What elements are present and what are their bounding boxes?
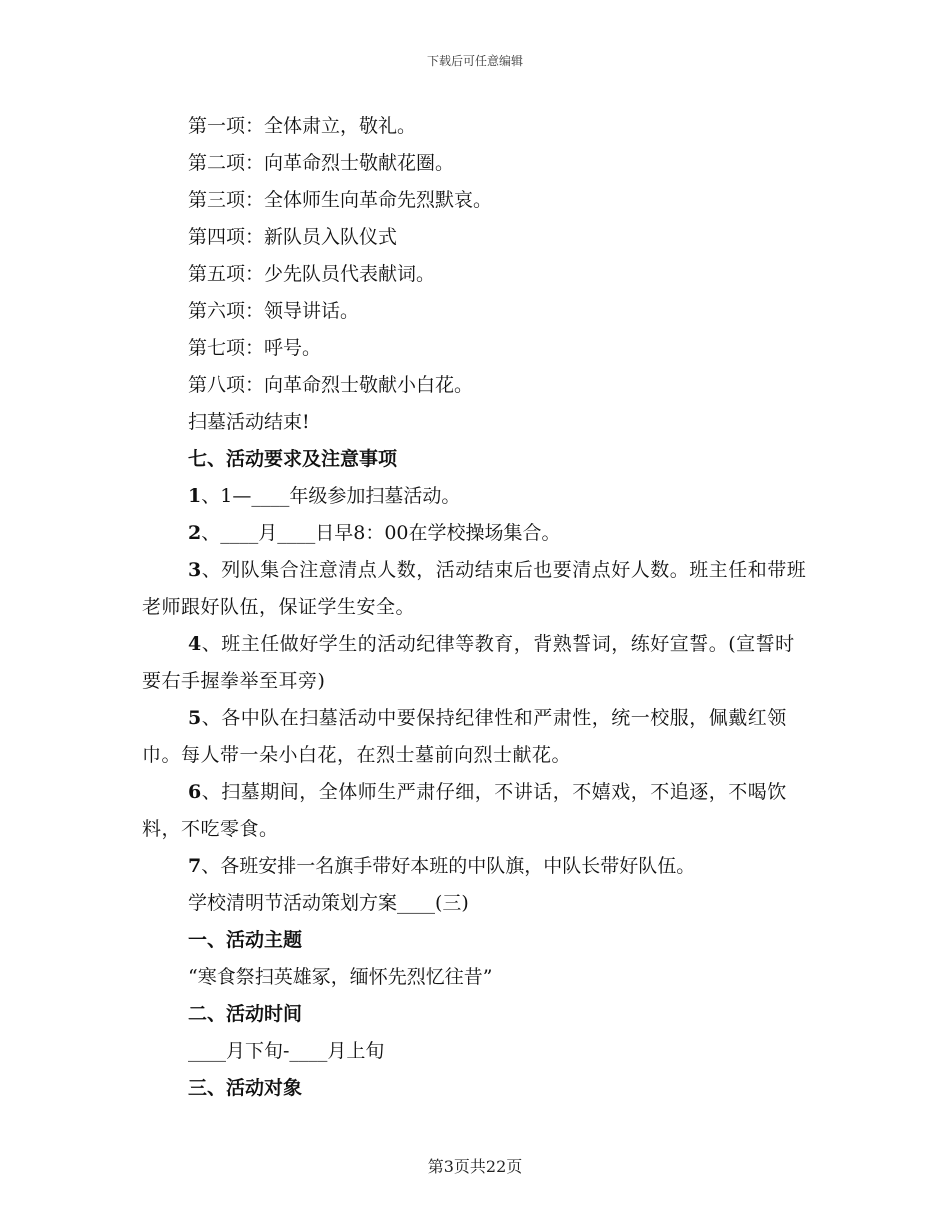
requirement-item-7 <box>142 848 810 885</box>
section-7-heading: 七、活动要求及注意事项 <box>188 448 398 470</box>
requirement-item-4 <box>142 626 810 700</box>
time-heading: 二、活动时间 <box>188 1003 303 1025</box>
requirement-num: 5 <box>188 707 202 729</box>
requirement-text: 、班主任做好学生的活动纪律等教育，背熟誓词，练好宣誓。(宣誓时要右手握拳举至耳旁) <box>142 633 795 692</box>
requirement-num: 2 <box>188 522 202 544</box>
requirement-num: 6 <box>188 781 202 803</box>
time-text: ____月下旬-____月上旬 <box>188 1040 385 1062</box>
program-item-7: 第七项：呼号。 <box>188 337 322 359</box>
requirement-num: 7 <box>188 855 202 877</box>
requirement-num: 4 <box>188 633 202 655</box>
page-footer: 第3页共22页 <box>427 1157 523 1176</box>
requirement-item-5 <box>142 700 810 774</box>
target-heading: 三、活动对象 <box>188 1077 303 1099</box>
requirement-num: 1 <box>188 485 202 507</box>
program-item-5: 第五项：少先队员代表献词。 <box>188 263 436 285</box>
requirement-num: 3 <box>188 559 202 581</box>
requirement-text: 、各中队在扫墓活动中要保持纪律性和严肃性，统一校服，佩戴红领巾。每人带一朵小白花，在烈士墓前向烈士献花。 <box>142 707 787 766</box>
requirement-text: 、____月____日早8：00在学校操场集合。 <box>201 522 561 544</box>
program-item-3: 第三项：全体师生向革命先烈默哀。 <box>188 189 493 211</box>
requirement-item-1 <box>142 478 810 515</box>
program-item-1: 第一项：全体肃立，敬礼。 <box>188 115 417 137</box>
closing-line: 扫墓活动结束! <box>188 411 310 433</box>
requirement-item-3 <box>142 552 810 626</box>
requirement-item-2 <box>142 515 810 552</box>
page-header: 下载后可任意编辑 <box>426 54 523 68</box>
requirement-text: 、1—____年级参加扫墓活动。 <box>201 485 461 507</box>
program-item-4: 第四项：新队员入队仪式 <box>188 226 398 248</box>
theme-text: “寒食祭扫英雄冢，缅怀先烈忆往昔” <box>188 966 493 988</box>
plan-title: 学校清明节活动策划方案____(三) <box>188 892 469 914</box>
program-item-6: 第六项：领导讲话。 <box>188 300 360 322</box>
requirement-item-6 <box>142 774 810 848</box>
document-body <box>142 108 810 1107</box>
requirement-text: 、扫墓期间，全体师生严肃仔细，不讲话，不嬉戏，不追逐，不喝饮料，不吃零食。 <box>142 781 787 840</box>
program-item-2: 第二项：向革命烈士敬献花圈。 <box>188 152 455 174</box>
program-item-8: 第八项：向革命烈士敬献小白花。 <box>188 374 474 396</box>
theme-heading: 一、活动主题 <box>188 929 303 951</box>
requirement-text: 、各班安排一名旗手带好本班的中队旗，中队长带好队伍。 <box>201 855 696 877</box>
requirement-text: 、列队集合注意清点人数，活动结束后也要清点好人数。班主任和带班老师跟好队伍，保证学生安全。 <box>142 559 807 618</box>
